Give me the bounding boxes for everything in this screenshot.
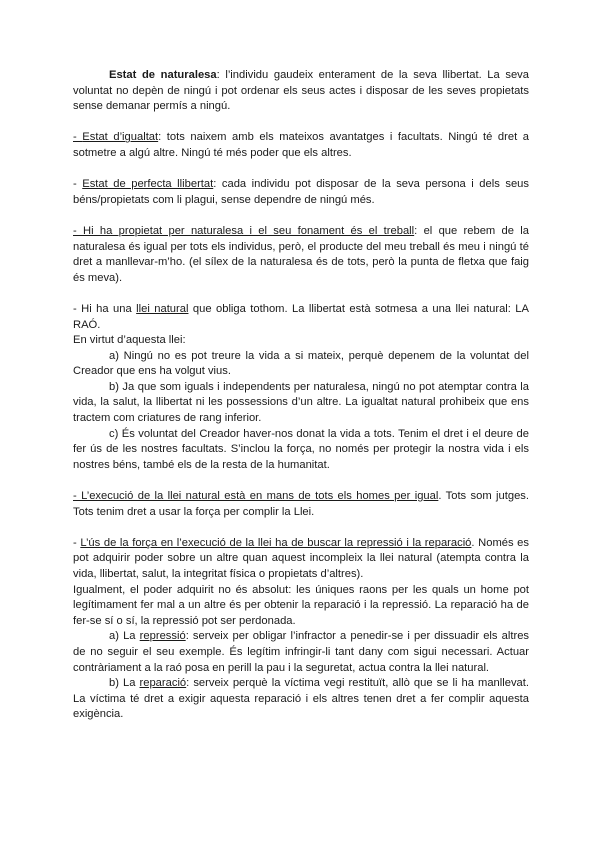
- paragraph-state-of-nature: Estat de naturalesa: l’individu gaudeix enterament de la seva llibertat. La seva voluntat no depèn de ningú i pot ordenar els seus actes i disposar de les seves propietats sense demanar permís a ningú.: [73, 69, 529, 113]
- natural-law-item-a: a) Ningú no es pot treure la vida a si mateix, perquè depenem de la voluntat del Creador que ens ha volgut vius.: [73, 349, 529, 378]
- document-page: [73, 68, 529, 723]
- natural-law-intro: En virtut d’aquesta llei:: [73, 334, 186, 347]
- term-use-of-force: L’ús de la força en l’execució de la llei ha de buscar la repressió i la reparació: [80, 536, 472, 549]
- natural-law-item-c: c) És voluntat del Creador haver-nos donat la vida a tots. Tenim el dret i el deure de fer ús de les nostres facultats. S’inclou la força, no només per protegir la nostra vida i els nostres béns, també els de la resta de la humanitat.: [73, 427, 529, 471]
- natural-law-item-b: b) Ja que som iguals i independents per naturalesa, ningú no pot atemptar contra la vida, la salut, la llibertat ni les possessions d’un altre. La igualtat natural prohibeix que ens tractem com criatures de rang inferior.: [73, 380, 529, 425]
- force-power-limits: Igualment, el poder adquirit no és absolut: les úniques raons per les quals un home pot legítimament fer mal a un altre és per obtenir la reparació i la repressió. La reparació ha de fer-se sí o sí, la repressió pot ser perdonada.: [73, 583, 529, 627]
- term-natural-law: llei natural: [136, 302, 189, 315]
- term-state-of-nature: Estat de naturalesa: [109, 69, 217, 81]
- term-repression: repressió: [139, 630, 186, 643]
- term-reparation: reparació: [139, 677, 187, 690]
- paragraph-execution: - L’execució de la llei natural està en mans de tots els homes per igual. Tots som jutges. Tots tenim dret a usar la força per complir la Llei.: [73, 490, 529, 518]
- term-perfect-freedom: Estat de perfecta llibertat: [82, 178, 214, 191]
- paragraph-equality: - Estat d’igualtat: tots naixem amb els mateixos avantatges i facultats. Ningú té dret a sotmetre a algú altre. Ningú té més poder que els altres.: [73, 131, 529, 159]
- term-equality: Estat d’igualtat: [82, 131, 159, 144]
- term-property: - Hi ha propietat per naturalesa i el seu fonament és el treball: [73, 224, 415, 237]
- paragraph-property: - Hi ha propietat per naturalesa i el seu fonament és el treball: el que rebem de la naturalesa és igual per tots els individus, però, el producte del meu treball és meu i ningú té dret a manllevar-m’ho. (el sílex de la naturalesa és de tots, però la punta de fletxa que faig és meva).: [73, 224, 529, 284]
- paragraph-force: - L’ús de la força en l’execució de la llei ha de buscar la repressió i la reparació. Només es pot adquirir poder sobre un altre quan aquest incompleix la llei natural (atempta contra la vida, llibertat, salut, la integritat física o propietats d’altres).: [73, 536, 529, 580]
- paragraph-natural-law: - Hi ha una llei natural que obliga tothom. La llibertat està sotmesa a una llei natural: LA RAÓ.: [73, 302, 529, 331]
- term-execution: - L’execució de la llei natural està en mans de tots els homes per igual: [73, 490, 439, 503]
- paragraph-freedom: - Estat de perfecta llibertat: cada individu pot disposar de la seva persona i dels seus béns/propietats com li plagui, sense dependre de ningú més.: [73, 178, 529, 206]
- force-item-b: b) La reparació: serveix perquè la víctima vegi restituït, allò que se li ha manllevat. La víctima té dret a exigir aquesta reparació i els altres tenen dret a fer complir aquesta exigència.: [73, 677, 529, 721]
- force-item-a: a) La repressió: serveix per obligar l’infractor a penedir-se i per dissuadir els altres de no seguir el seu exemple. És legítim infringir-li tant dany com sigui necessari. Actuar contràriament a la raó posa en perill la pau i la seguretat, actua contra la llei natural.: [73, 630, 530, 674]
